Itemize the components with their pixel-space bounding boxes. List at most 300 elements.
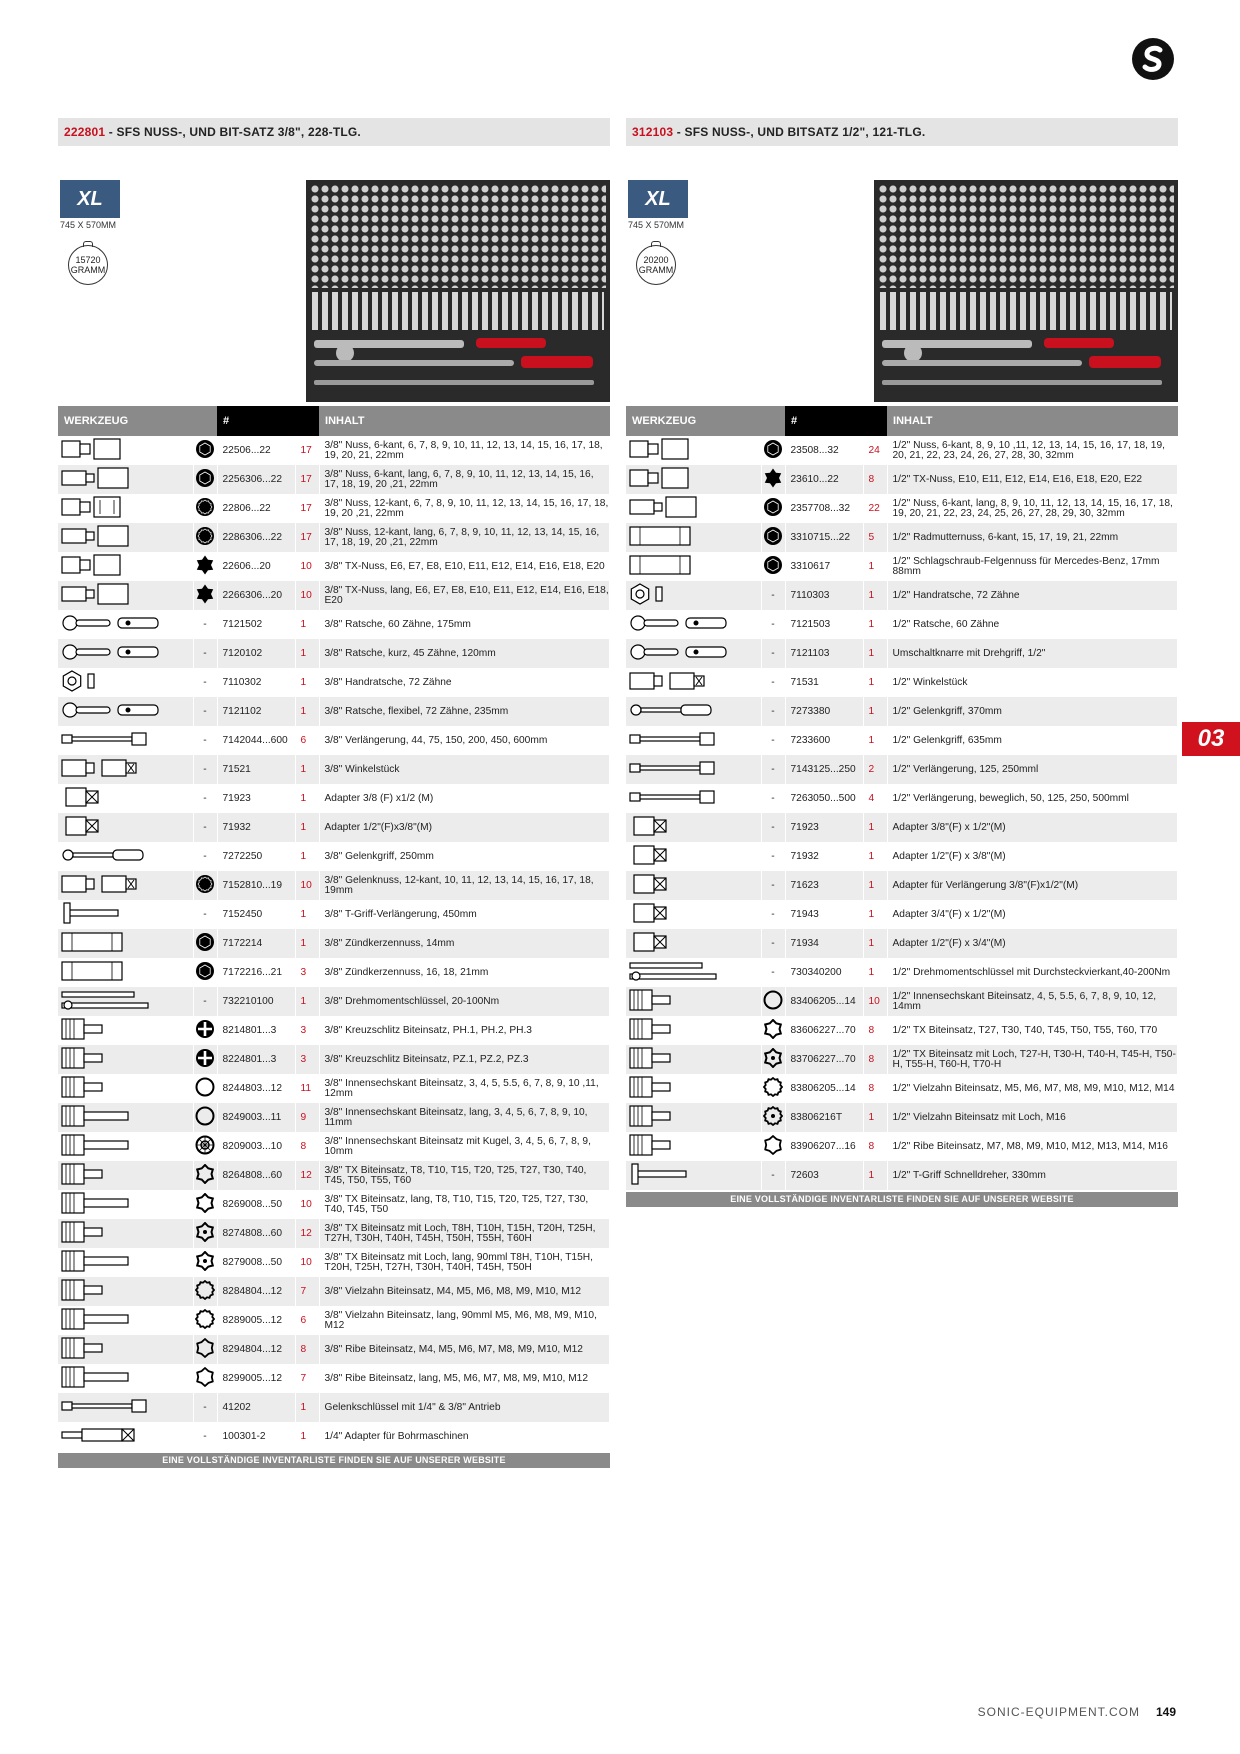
quantity: 1 [863, 929, 887, 958]
content-description: 3/8" Nuss, 12-kant, 6, 7, 8, 9, 10, 11, 12, 13, 14, 15, 16, 17, 18, 19, 20 ,21, 22mm [319, 494, 609, 523]
tool-bit-socket-long-icon [58, 1364, 193, 1393]
tool-socket-6pt-icon [626, 465, 761, 494]
drive-type: - [193, 1393, 217, 1422]
article-number: 41202 [217, 1393, 295, 1422]
article-number: 7121103 [785, 639, 863, 668]
article-number: 8269008...50 [217, 1190, 295, 1219]
content-description: 3/8" Gelenkgriff, 250mm [319, 842, 609, 871]
drive-type: - [193, 900, 217, 929]
tool-bit-socket-icon [58, 1161, 193, 1190]
quantity: 1 [863, 610, 887, 639]
table-row [58, 755, 610, 784]
weight-value: 20200 [643, 255, 669, 265]
drive-type: - [761, 842, 785, 871]
tool-adapter-icon [58, 813, 193, 842]
table-row [626, 494, 1178, 523]
quantity: 8 [863, 1045, 887, 1074]
content-description: 3/8" Zündkerzennuss, 14mm [319, 929, 609, 958]
quantity: 10 [295, 871, 319, 900]
table-row [626, 958, 1178, 987]
tool-hand-ratchet-icon [626, 581, 761, 610]
table-row [58, 552, 610, 581]
table-row [58, 465, 610, 494]
article-number: 730340200 [785, 958, 863, 987]
tool-extension-icon [58, 1393, 193, 1422]
drive-type-12pt-icon [193, 523, 217, 552]
drive-type-hex-open-icon [193, 1074, 217, 1103]
content-description: 1/2" T-Griff Schnelldreher, 330mm [887, 1161, 1177, 1190]
article-number: 7172216...21 [217, 958, 295, 987]
table-row [58, 726, 610, 755]
tool-bit-socket-long-icon [58, 1248, 193, 1277]
weight-value: 15720 [75, 255, 101, 265]
tool-bit-socket-icon [58, 1045, 193, 1074]
article-number: 8294804...12 [217, 1335, 295, 1364]
quantity: 8 [863, 1132, 887, 1161]
article-number: 7121503 [785, 610, 863, 639]
content-description: 3/8" Kreuzschlitz Biteinsatz, PZ.1, PZ.2, PZ.3 [319, 1045, 609, 1074]
table-row [58, 784, 610, 813]
product-name: - SFS NUSS-, UND BIT-SATZ 3/8", 228-TLG. [105, 125, 361, 139]
table-row [626, 465, 1178, 494]
table-row [58, 1161, 610, 1190]
content-description: 1/2" Ratsche, 60 Zähne [887, 610, 1177, 639]
drive-type: - [193, 726, 217, 755]
drive-type-ribe-icon [193, 1364, 217, 1393]
table-row [58, 1045, 610, 1074]
quantity: 1 [863, 900, 887, 929]
page-footer [978, 1705, 1176, 1719]
content-description: 1/2" Vielzahn Biteinsatz mit Loch, M16 [887, 1103, 1177, 1132]
table-row [58, 1219, 610, 1248]
tool-t-handle-icon [626, 1161, 761, 1190]
tool-extension-icon [626, 784, 761, 813]
quantity: 1 [863, 639, 887, 668]
drive-type: - [761, 581, 785, 610]
tool-bit-socket-icon [58, 1074, 193, 1103]
article-number: 2286306...22 [217, 523, 295, 552]
content-description: 1/2" Gelenkgriff, 635mm [887, 726, 1177, 755]
quantity: 7 [295, 1364, 319, 1393]
table-row [58, 581, 610, 610]
table-row [626, 1103, 1178, 1132]
drive-type-torx-open-icon [761, 1016, 785, 1045]
table-row [58, 1335, 610, 1364]
article-number: 7110302 [217, 668, 295, 697]
quantity: 3 [295, 958, 319, 987]
content-description: 3/8" Innensechskant Biteinsatz, lang, 3, 4, 5, 6, 7, 8, 9, 10, 11mm [319, 1103, 609, 1132]
content-description: 1/2" Verlängerung, beweglich, 50, 125, 250, 500mml [887, 784, 1177, 813]
article-number: 8274808...60 [217, 1219, 295, 1248]
article-number: 23610...22 [785, 465, 863, 494]
quantity: 10 [295, 1190, 319, 1219]
drive-type-12pt-icon [193, 494, 217, 523]
article-number: 22606...20 [217, 552, 295, 581]
product-overview [58, 146, 610, 372]
drive-type: - [761, 639, 785, 668]
quantity: 10 [295, 1248, 319, 1277]
article-number: 71923 [785, 813, 863, 842]
article-number: 8249003...11 [217, 1103, 295, 1132]
quantity: 1 [863, 871, 887, 900]
tool-bit-socket-icon [58, 1016, 193, 1045]
drive-type: - [193, 610, 217, 639]
drive-type-phillips-icon [193, 1016, 217, 1045]
article-number: 8244803...12 [217, 1074, 295, 1103]
table-row [58, 1277, 610, 1306]
table-row [626, 987, 1178, 1016]
tool-socket-6pt-icon [58, 436, 193, 465]
product-photo [306, 180, 610, 402]
table-row [58, 523, 610, 552]
table-row [58, 900, 610, 929]
product-title [58, 118, 610, 146]
inventory-footer: EINE VOLLSTÄNDIGE INVENTARLISTE FINDEN SIE AUF UNSERER WEBSITE [58, 1453, 610, 1468]
table-row [58, 1190, 610, 1219]
article-number: 7121102 [217, 697, 295, 726]
quantity: 8 [863, 465, 887, 494]
drive-type-hex-icon [193, 465, 217, 494]
tool-ratchet-icon [58, 610, 193, 639]
content-description: 3/8" Winkelstück [319, 755, 609, 784]
content-description: 3/8" TX Biteinsatz mit Loch, T8H, T10H, T15H, T20H, T25H, T27H, T30H, T40H, T45H, T50H, T55H, T60H [319, 1219, 609, 1248]
content-description: 3/8" TX Biteinsatz, lang, T8, T10, T15, T20, T25, T27, T30, T40, T45, T50 [319, 1190, 609, 1219]
content-description: 3/8" Handratsche, 72 Zähne [319, 668, 609, 697]
tool-bit-socket-long-icon [58, 1103, 193, 1132]
quantity: 6 [295, 1306, 319, 1335]
quantity: 1 [295, 813, 319, 842]
tool-adapter-icon [626, 929, 761, 958]
article-number: 71623 [785, 871, 863, 900]
article-number: 7263050...500 [785, 784, 863, 813]
article-number: 7143125...250 [785, 755, 863, 784]
article-number: 7152810...19 [217, 871, 295, 900]
tool-ratchet-icon [626, 610, 761, 639]
article-number: 8224801...3 [217, 1045, 295, 1074]
website: SONIC-EQUIPMENT.COM [977, 1705, 1140, 1719]
quantity: 1 [295, 929, 319, 958]
quantity: 1 [295, 784, 319, 813]
content-description: 3/8" Nuss, 6-kant, lang, 6, 7, 8, 9, 10, 11, 12, 13, 14, 15, 16, 17, 18, 19, 20 ,21, 22mm [319, 465, 609, 494]
tool-socket-long-icon [626, 494, 761, 523]
article-number: 7142044...600 [217, 726, 295, 755]
content-description: Adapter 3/8"(F) x 1/2"(M) [887, 813, 1177, 842]
tool-bit-socket-icon [626, 1016, 761, 1045]
quantity: 1 [295, 610, 319, 639]
page-number: 149 [1155, 1705, 1176, 1719]
tool-torque-wrench-icon [58, 987, 193, 1016]
tool-adapter-icon [58, 784, 193, 813]
content-description: 3/8" Verlängerung, 44, 75, 150, 200, 450, 600mm [319, 726, 609, 755]
article-number: 2256306...22 [217, 465, 295, 494]
table-row [58, 1103, 610, 1132]
tool-bit-socket-long-icon [58, 1306, 193, 1335]
content-description: 1/2" Schlagschraub-Felgennuss für Mercedes-Benz, 17mm 88mm [887, 552, 1177, 581]
tool-hand-ratchet-icon [58, 668, 193, 697]
article-number: 7273380 [785, 697, 863, 726]
content-description: Adapter 1/2"(F) x 3/8"(M) [887, 842, 1177, 871]
quantity: 10 [295, 581, 319, 610]
size-badge: XL [60, 180, 120, 218]
table-row [58, 1364, 610, 1393]
drive-type: - [761, 755, 785, 784]
table-header [626, 406, 1178, 436]
tool-extension-icon [626, 726, 761, 755]
tool-adapter-icon [626, 900, 761, 929]
table-row [626, 581, 1178, 610]
quantity: 22 [863, 494, 887, 523]
content-description: 1/2" TX Biteinsatz mit Loch, T27-H, T30-H, T40-H, T45-H, T50-H, T55-H, T60-H, T70-H [887, 1045, 1177, 1074]
tool-breaker-bar-icon [626, 697, 761, 726]
header-number: # [217, 406, 319, 436]
article-number: 2357708...32 [785, 494, 863, 523]
article-number: 72603 [785, 1161, 863, 1190]
tool-socket-12pt-icon [58, 494, 193, 523]
drive-type: - [761, 900, 785, 929]
drive-type: - [761, 697, 785, 726]
drive-type: - [193, 639, 217, 668]
inventory-footer: EINE VOLLSTÄNDIGE INVENTARLISTE FINDEN SIE AUF UNSERER WEBSITE [626, 1192, 1178, 1207]
drive-type-hex-open-icon [193, 1103, 217, 1132]
article-number: 100301-2 [217, 1422, 295, 1451]
drive-type-hex-icon [193, 958, 217, 987]
section-tab[interactable]: 03 [1182, 722, 1240, 756]
weight-icon [636, 245, 676, 285]
tool-bit-socket-icon [626, 1045, 761, 1074]
drive-type: - [193, 755, 217, 784]
content-description: 3/8" Vielzahn Biteinsatz, M4, M5, M6, M8, M9, M10, M12 [319, 1277, 609, 1306]
table-row [626, 900, 1178, 929]
drive-type: - [761, 610, 785, 639]
article-number: 23508...32 [785, 436, 863, 465]
content-description: Adapter 1/2"(F) x 3/4"(M) [887, 929, 1177, 958]
content-description: Adapter 3/8 (F) x1/2 (M) [319, 784, 609, 813]
product-panel-312103 [626, 118, 1178, 1207]
table-row [58, 1422, 610, 1451]
table-row [626, 668, 1178, 697]
article-number: 3310715...22 [785, 523, 863, 552]
content-description: 3/8" Ratsche, flexibel, 72 Zähne, 235mm [319, 697, 609, 726]
drive-type-12pt-icon [193, 871, 217, 900]
drive-type: - [761, 958, 785, 987]
content-description: 3/8" Nuss, 12-kant, lang, 6, 7, 8, 9, 10, 11, 12, 13, 14, 15, 16, 17, 18, 19, 20 ,21, 22mm [319, 523, 609, 552]
content-description: 3/8" Kreuzschlitz Biteinsatz, PH.1, PH.2, PH.3 [319, 1016, 609, 1045]
quantity: 17 [295, 494, 319, 523]
content-description: 3/8" Ratsche, kurz, 45 Zähne, 120mm [319, 639, 609, 668]
quantity: 2 [863, 755, 887, 784]
drive-type-torx-hole-icon [193, 1219, 217, 1248]
drive-type-spline-icon [193, 1306, 217, 1335]
quantity: 12 [295, 1161, 319, 1190]
article-number: 71943 [785, 900, 863, 929]
article-number: 7152450 [217, 900, 295, 929]
size-badge: XL [628, 180, 688, 218]
content-description: 1/2" Verlängerung, 125, 250mml [887, 755, 1177, 784]
drive-type: - [761, 784, 785, 813]
sonic-logo-icon [1132, 38, 1174, 80]
article-number: 7233600 [785, 726, 863, 755]
table-row [626, 1045, 1178, 1074]
article-number: 22806...22 [217, 494, 295, 523]
tool-adapter-icon [626, 813, 761, 842]
drive-type: - [761, 726, 785, 755]
drive-type-spline-icon [761, 1074, 785, 1103]
quantity: 4 [863, 784, 887, 813]
article-number: 8284804...12 [217, 1277, 295, 1306]
article-number: 83406205...14 [785, 987, 863, 1016]
drive-type-torx-open-icon [193, 1161, 217, 1190]
article-number: 2266306...20 [217, 581, 295, 610]
content-description: 3/8" TX Biteinsatz mit Loch, lang, 90mml T8H, T10H, T15H, T20H, T25H, T27H, T30H, T40H, T45H, T50H [319, 1248, 609, 1277]
tool-u-joint-icon [58, 871, 193, 900]
drive-type-hex-icon [193, 929, 217, 958]
content-description: Adapter für Verlängerung 3/8"(F)x1/2"(M) [887, 871, 1177, 900]
article-number: 8279008...50 [217, 1248, 295, 1277]
drive-type: - [193, 668, 217, 697]
drive-type-hex-icon [761, 436, 785, 465]
table-row [58, 1132, 610, 1161]
table-row [626, 1132, 1178, 1161]
content-description: 3/8" Nuss, 6-kant, 6, 7, 8, 9, 10, 11, 12, 13, 14, 15, 16, 17, 18, 19, 20, 21, 22mm [319, 436, 609, 465]
table-row [626, 1161, 1178, 1190]
weight-unit: GRAMM [70, 265, 106, 275]
quantity: 3 [295, 1016, 319, 1045]
table-row [626, 929, 1178, 958]
content-description: 1/2" Nuss, 6-kant, lang, 8, 9, 10, 11, 12, 13, 14, 15, 16, 17, 18, 19, 20, 21, 22, 23, 24, 25, 26, 27, 28, 29, 30, 32mm [887, 494, 1177, 523]
article-number: 83606227...70 [785, 1016, 863, 1045]
article-number: 71932 [785, 842, 863, 871]
drive-type-torx-hole-icon [761, 1045, 785, 1074]
content-description: 3/8" Ribe Biteinsatz, lang, M5, M6, M7, M8, M9, M10, M12 [319, 1364, 609, 1393]
article-number: 71932 [217, 813, 295, 842]
quantity: 24 [863, 436, 887, 465]
quantity: 1 [863, 552, 887, 581]
table-row [58, 813, 610, 842]
table-row [58, 639, 610, 668]
table-row [58, 1393, 610, 1422]
table-header [58, 406, 610, 436]
quantity: 1 [295, 842, 319, 871]
quantity: 1 [295, 697, 319, 726]
table-row [58, 929, 610, 958]
drive-type-spline-hole-icon [761, 1103, 785, 1132]
quantity: 17 [295, 523, 319, 552]
content-description: 1/2" Gelenkgriff, 370mm [887, 697, 1177, 726]
table-row [626, 523, 1178, 552]
table-row [58, 610, 610, 639]
product-code: 312103 [632, 125, 674, 139]
table-row [58, 1074, 610, 1103]
tool-ratchet-icon [58, 697, 193, 726]
tool-bit-socket-long-icon [58, 1190, 193, 1219]
product-photo [874, 180, 1178, 402]
tool-adapter-drill-icon [58, 1422, 193, 1451]
tool-spark-socket-icon [626, 523, 761, 552]
article-number: 8209003...10 [217, 1132, 295, 1161]
tool-bit-socket-icon [626, 1132, 761, 1161]
article-number: 7172214 [217, 929, 295, 958]
table-row [58, 668, 610, 697]
tool-socket-long-icon [58, 523, 193, 552]
product-name: - SFS NUSS-, UND BITSATZ 1/2", 121-TLG. [673, 125, 926, 139]
quantity: 1 [295, 1422, 319, 1451]
drive-type-hex-icon [761, 552, 785, 581]
content-description: 1/2" TX-Nuss, E10, E11, E12, E14, E16, E18, E20, E22 [887, 465, 1177, 494]
quantity: 3 [295, 1045, 319, 1074]
drive-type-torx-icon [193, 581, 217, 610]
quantity: 1 [295, 755, 319, 784]
header-tool: WERKZEUG [58, 406, 217, 436]
tool-bit-socket-icon [626, 1103, 761, 1132]
header-content: INHALT [887, 406, 1177, 436]
dimensions: 745 X 570MM [60, 220, 117, 230]
drive-type-hex-icon [761, 494, 785, 523]
tool-torque-wrench-icon [626, 958, 761, 987]
drive-type-hex-icon [761, 523, 785, 552]
product-panel-222801 [58, 118, 610, 1468]
quantity: 1 [863, 581, 887, 610]
product-overview [626, 146, 1178, 372]
tool-bit-socket-icon [626, 1074, 761, 1103]
drive-type-ribe-icon [761, 1132, 785, 1161]
table-row [626, 842, 1178, 871]
tool-socket-6pt-icon [626, 436, 761, 465]
content-description: 3/8" TX Biteinsatz, T8, T10, T15, T20, T25, T27, T30, T40, T45, T50, T55, T60 [319, 1161, 609, 1190]
tool-ratchet-icon [626, 639, 761, 668]
drive-type-phillips-icon [193, 1045, 217, 1074]
table-row [58, 871, 610, 900]
quantity: 10 [295, 552, 319, 581]
table-row [626, 726, 1178, 755]
table-row [58, 842, 610, 871]
table-row [626, 697, 1178, 726]
article-number: 71531 [785, 668, 863, 697]
drive-type-torx-icon [761, 465, 785, 494]
product-code: 222801 [64, 125, 106, 139]
table-row [58, 987, 610, 1016]
drive-type-torx-icon [193, 552, 217, 581]
weight-unit: GRAMM [638, 265, 674, 275]
table-row [58, 958, 610, 987]
drive-type: - [193, 813, 217, 842]
tool-bit-socket-icon [58, 1219, 193, 1248]
quantity: 7 [295, 1277, 319, 1306]
content-description: Adapter 1/2"(F)x3/8"(M) [319, 813, 609, 842]
drive-type: - [761, 668, 785, 697]
drive-type: - [761, 929, 785, 958]
quantity: 17 [295, 436, 319, 465]
article-number: 83806205...14 [785, 1074, 863, 1103]
tool-u-joint-icon [626, 668, 761, 697]
header-tool: WERKZEUG [626, 406, 785, 436]
article-number: 8214801...3 [217, 1016, 295, 1045]
table-row [626, 784, 1178, 813]
content-description: 1/4" Adapter für Bohrmaschinen [319, 1422, 609, 1451]
quantity: 8 [863, 1016, 887, 1045]
drive-type: - [761, 1161, 785, 1190]
drive-type: - [193, 784, 217, 813]
quantity: 8 [295, 1335, 319, 1364]
header-number: # [785, 406, 887, 436]
content-description: 1/2" Handratsche, 72 Zähne [887, 581, 1177, 610]
content-description: 1/2" Nuss, 6-kant, 8, 9, 10 ,11, 12, 13, 14, 15, 16, 17, 18, 19, 20, 21, 22, 23, 24, 26, 27, 28, 30, 32mm [887, 436, 1177, 465]
article-number: 83806216T [785, 1103, 863, 1132]
article-number: 8299005...12 [217, 1364, 295, 1393]
tool-socket-long-icon [58, 465, 193, 494]
quantity: 1 [295, 987, 319, 1016]
content-description: 3/8" Innensechskant Biteinsatz, 3, 4, 5, 5.5, 6, 7, 8, 9, 10 ,11, 12mm [319, 1074, 609, 1103]
table-row [58, 1016, 610, 1045]
